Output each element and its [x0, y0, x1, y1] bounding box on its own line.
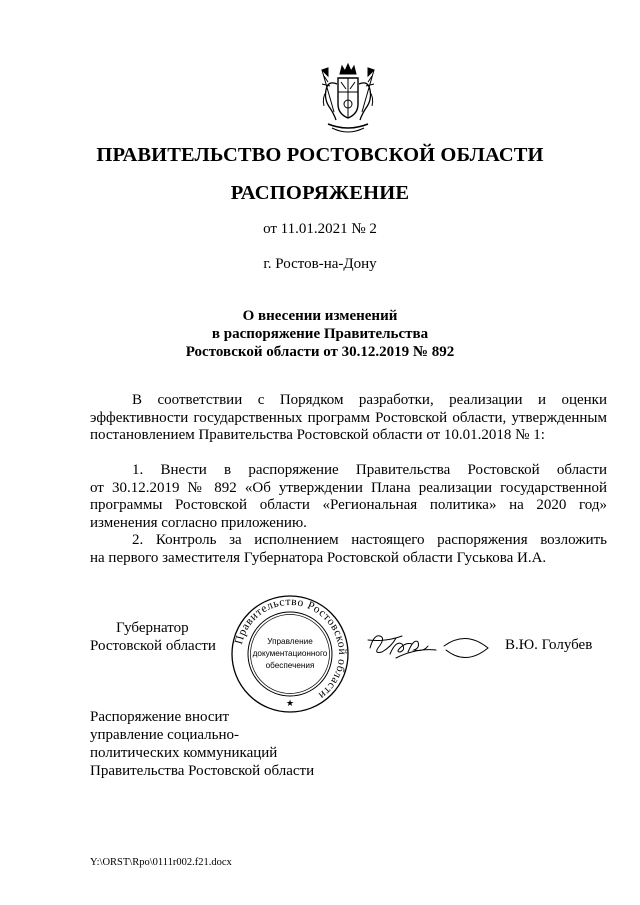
paragraph-line: от 30.12.2019 № 892 «Об утверждении Плана реализации государственной [90, 479, 607, 496]
paragraph-item-1 [90, 462, 607, 532]
paragraph-line: 1. Внести в распоряжение Правительства Ростовской области [132, 462, 607, 478]
paragraph-item-2 [90, 532, 607, 567]
subject-line: Ростовской области от 30.12.2019 № 892 [185, 344, 455, 360]
star-icon: ★ [285, 698, 295, 708]
stamp-ring-text: Правительство Ростовской области [233, 595, 349, 702]
paragraph-line: постановлением Правительства Ростовской области от 10.01.2018 № 1: [90, 427, 545, 443]
note-line: управление социально- [90, 727, 240, 743]
note-line: Распоряжение вносит [90, 709, 230, 725]
stamp-inner-line: Управление [267, 637, 313, 646]
note-line: политических коммуникаций [90, 745, 278, 761]
stamp-inner-line: обеспечения [265, 661, 315, 670]
paragraph-preamble [90, 392, 607, 445]
submitted-by-note [90, 708, 314, 780]
paragraph-line: эффективности государственных программ Ростовской области, утвержденным [90, 409, 607, 426]
coat-of-arms-emblem [318, 62, 378, 138]
file-path-footer: Y:\ORST\Rpo\0111r002.f21.docx [90, 857, 232, 868]
subject-line: в распоряжение Правительства [211, 326, 429, 342]
handwritten-signature [366, 626, 492, 666]
signatory-name: В.Ю. Голубев [505, 637, 593, 653]
government-title: ПРАВИТЕЛЬСТВО РОСТОВСКОЙ ОБЛАСТИ [96, 144, 544, 166]
paragraph-line: на первого заместителя Губернатора Ростовской области Гуськова И.А. [90, 549, 547, 566]
document-city: г. Ростов-на-Дону [263, 256, 377, 272]
paragraph-line: 2. Контроль за исполнением настоящего распоряжения возложить [132, 532, 607, 548]
subject-line: О внесении изменений [242, 308, 398, 324]
paragraph-line: изменения согласно приложению. [90, 514, 307, 531]
paragraph-line: программы Ростовской области «Региональная политика» на 2020 год» [90, 497, 607, 513]
document-type: РАСПОРЯЖЕНИЕ [230, 182, 410, 204]
stamp-inner-line: документационного [252, 649, 328, 658]
signatory-title-line: Ростовской области [90, 637, 216, 654]
document-subject [0, 307, 640, 361]
document-date-number: от 11.01.2021 № 2 [263, 221, 377, 237]
paragraph-line: В соответствии с Порядком разработки, реализации и оценки [132, 392, 607, 408]
signatory-title [90, 620, 216, 655]
signatory-title-line: Губернатор [116, 620, 189, 636]
official-stamp [230, 594, 350, 714]
note-line: Правительства Ростовской области [90, 763, 315, 779]
